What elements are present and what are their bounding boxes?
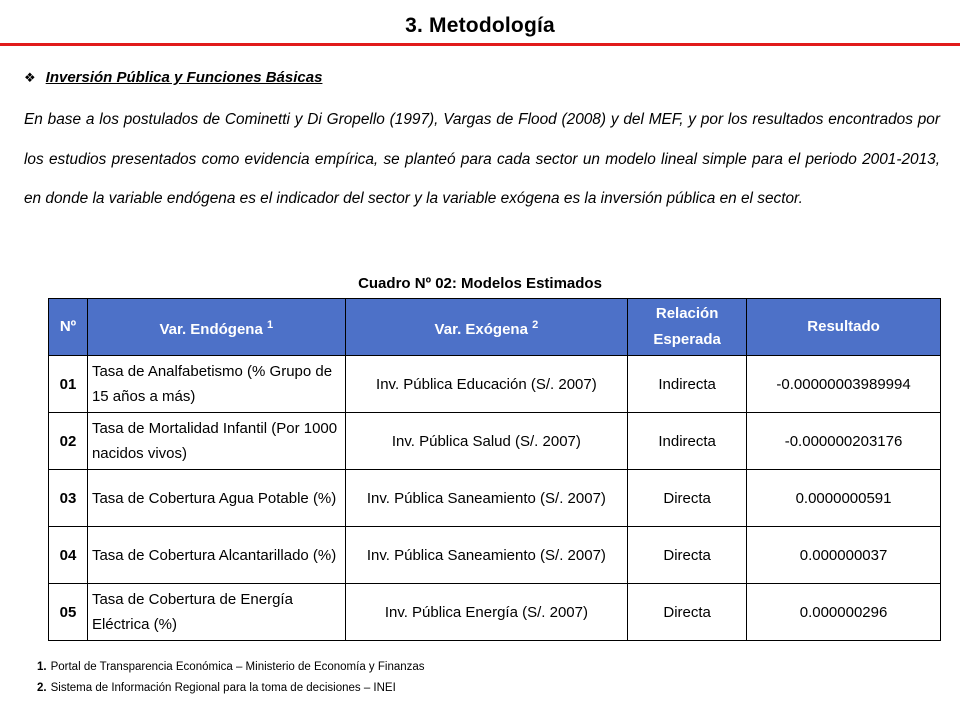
table-row — [49, 527, 941, 584]
row-endogena: Tasa de Cobertura Alcantarillado (%) — [87, 527, 345, 584]
footnotes — [37, 657, 425, 699]
table-row — [49, 584, 941, 641]
body-paragraph: En base a los postulados de Cominetti y Di Gropello (1997), Vargas de Flood (2008) y del MEF, y por los resultados encontrados por los estudios presentados como evidencia empírica, se planteó para cada sector un modelo lineal simple para el periodo 2001-2013, en donde la variable endógena es el indicador del sector y la variable exógena es la inversión pública en el sector. — [24, 111, 940, 208]
footnote-2-text: Sistema de Información Regional para la toma de decisiones – INEI — [50, 682, 396, 694]
table-row — [49, 470, 941, 527]
row-exogena: Inv. Pública Educación (S/. 2007) — [345, 356, 628, 413]
row-num: 01 — [49, 356, 88, 413]
title-divider — [0, 43, 960, 46]
row-relacion: Indirecta — [628, 356, 747, 413]
row-resultado: -0.000000203176 — [747, 413, 941, 470]
header-exogena-label: Var. Exógena — [434, 320, 528, 338]
footnote-1 — [37, 657, 425, 678]
row-endogena: Tasa de Cobertura de Energía Eléctrica (%) — [87, 584, 345, 641]
row-relacion: Indirecta — [628, 413, 747, 470]
row-num: 05 — [49, 584, 88, 641]
row-num: 04 — [49, 527, 88, 584]
diamond-bullet-icon: ❖ — [24, 69, 36, 85]
header-resultado: Resultado — [747, 299, 941, 356]
row-relacion: Directa — [628, 470, 747, 527]
row-relacion: Directa — [628, 527, 747, 584]
models-table — [48, 298, 941, 641]
table-row — [49, 413, 941, 470]
row-endogena: Tasa de Analfabetismo (% Grupo de 15 años a más) — [87, 356, 345, 413]
row-exogena: Inv. Pública Salud (S/. 2007) — [345, 413, 628, 470]
header-num: Nº — [49, 299, 88, 356]
table-header-row — [49, 299, 941, 356]
row-endogena: Tasa de Mortalidad Infantil (Por 1000 nacidos vivos) — [87, 413, 345, 470]
table-row — [49, 356, 941, 413]
page-title: 3. Metodología — [405, 14, 555, 37]
header-endogena-label: Var. Endógena — [159, 320, 263, 338]
row-exogena: Inv. Pública Saneamiento (S/. 2007) — [345, 470, 628, 527]
section-heading — [24, 69, 322, 86]
table-caption: Cuadro Nº 02: Modelos Estimados — [358, 275, 602, 292]
row-exogena: Inv. Pública Saneamiento (S/. 2007) — [345, 527, 628, 584]
row-resultado: 0.000000296 — [747, 584, 941, 641]
header-exogena-ref: 2 — [532, 318, 539, 331]
section-heading-text: Inversión Pública y Funciones Básicas — [45, 69, 323, 86]
header-endogena — [87, 299, 345, 356]
row-resultado: -0.00000003989994 — [747, 356, 941, 413]
header-exogena — [345, 299, 628, 356]
row-num: 03 — [49, 470, 88, 527]
header-endogena-ref: 1 — [266, 318, 274, 331]
row-num: 02 — [49, 413, 88, 470]
header-relacion: Relación Esperada — [628, 299, 747, 356]
row-endogena: Tasa de Cobertura Agua Potable (%) — [87, 470, 345, 527]
row-exogena: Inv. Pública Energía (S/. 2007) — [345, 584, 628, 641]
footnote-1-num: 1. — [37, 661, 47, 673]
row-resultado: 0.0000000591 — [747, 470, 941, 527]
row-relacion: Directa — [628, 584, 747, 641]
footnote-2-num: 2. — [37, 682, 47, 694]
row-resultado: 0.000000037 — [747, 527, 941, 584]
footnote-1-text: Portal de Transparencia Económica – Ministerio de Economía y Finanzas — [50, 661, 425, 673]
footnote-2 — [37, 678, 425, 699]
